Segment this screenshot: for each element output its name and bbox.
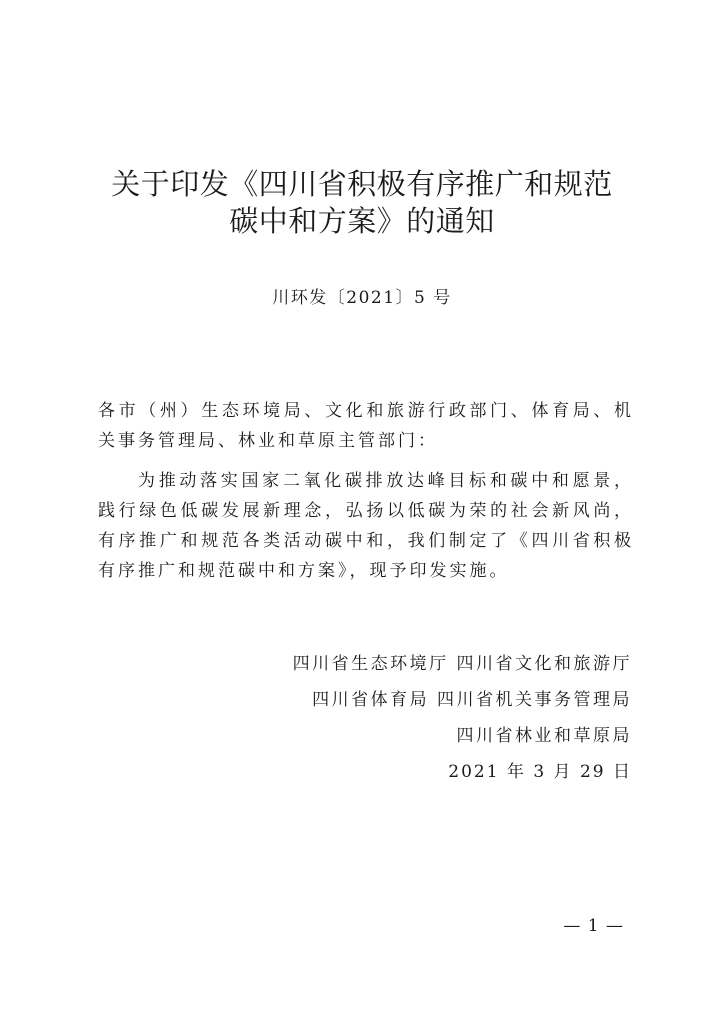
signer-line-2: 四川省体育局 四川省机关事务管理局 bbox=[312, 690, 632, 710]
addressee: 各市（州）生态环境局、文化和旅游行政部门、体育局、机关事务管理局、林业和草原主管部门： bbox=[98, 401, 634, 451]
signer-line-3: 四川省林业和草原局 bbox=[456, 726, 632, 746]
page-number: — 1 — bbox=[563, 916, 624, 936]
document-number: 川环发〔2021〕5 号 bbox=[272, 288, 452, 308]
body-paragraph: 为推动落实国家二氧化碳排放达峰目标和碳中和愿景，践行绿色低碳发展新理念，弘扬以低碳为荣的社会新风尚，有序推广和规范各类活动碳中和，我们制定了《四川省积极有序推广和规范碳中和方案》，现予印发实施。 bbox=[98, 471, 634, 581]
document-title-line-2: 碳中和方案》的通知 bbox=[229, 204, 495, 238]
issue-date: 2021 年 3 月 29 日 bbox=[448, 762, 632, 782]
document-title-line-1: 关于印发《四川省积极有序推广和规范 bbox=[111, 167, 613, 201]
signer-line-1: 四川省生态环境厅 四川省文化和旅游厅 bbox=[292, 654, 632, 674]
